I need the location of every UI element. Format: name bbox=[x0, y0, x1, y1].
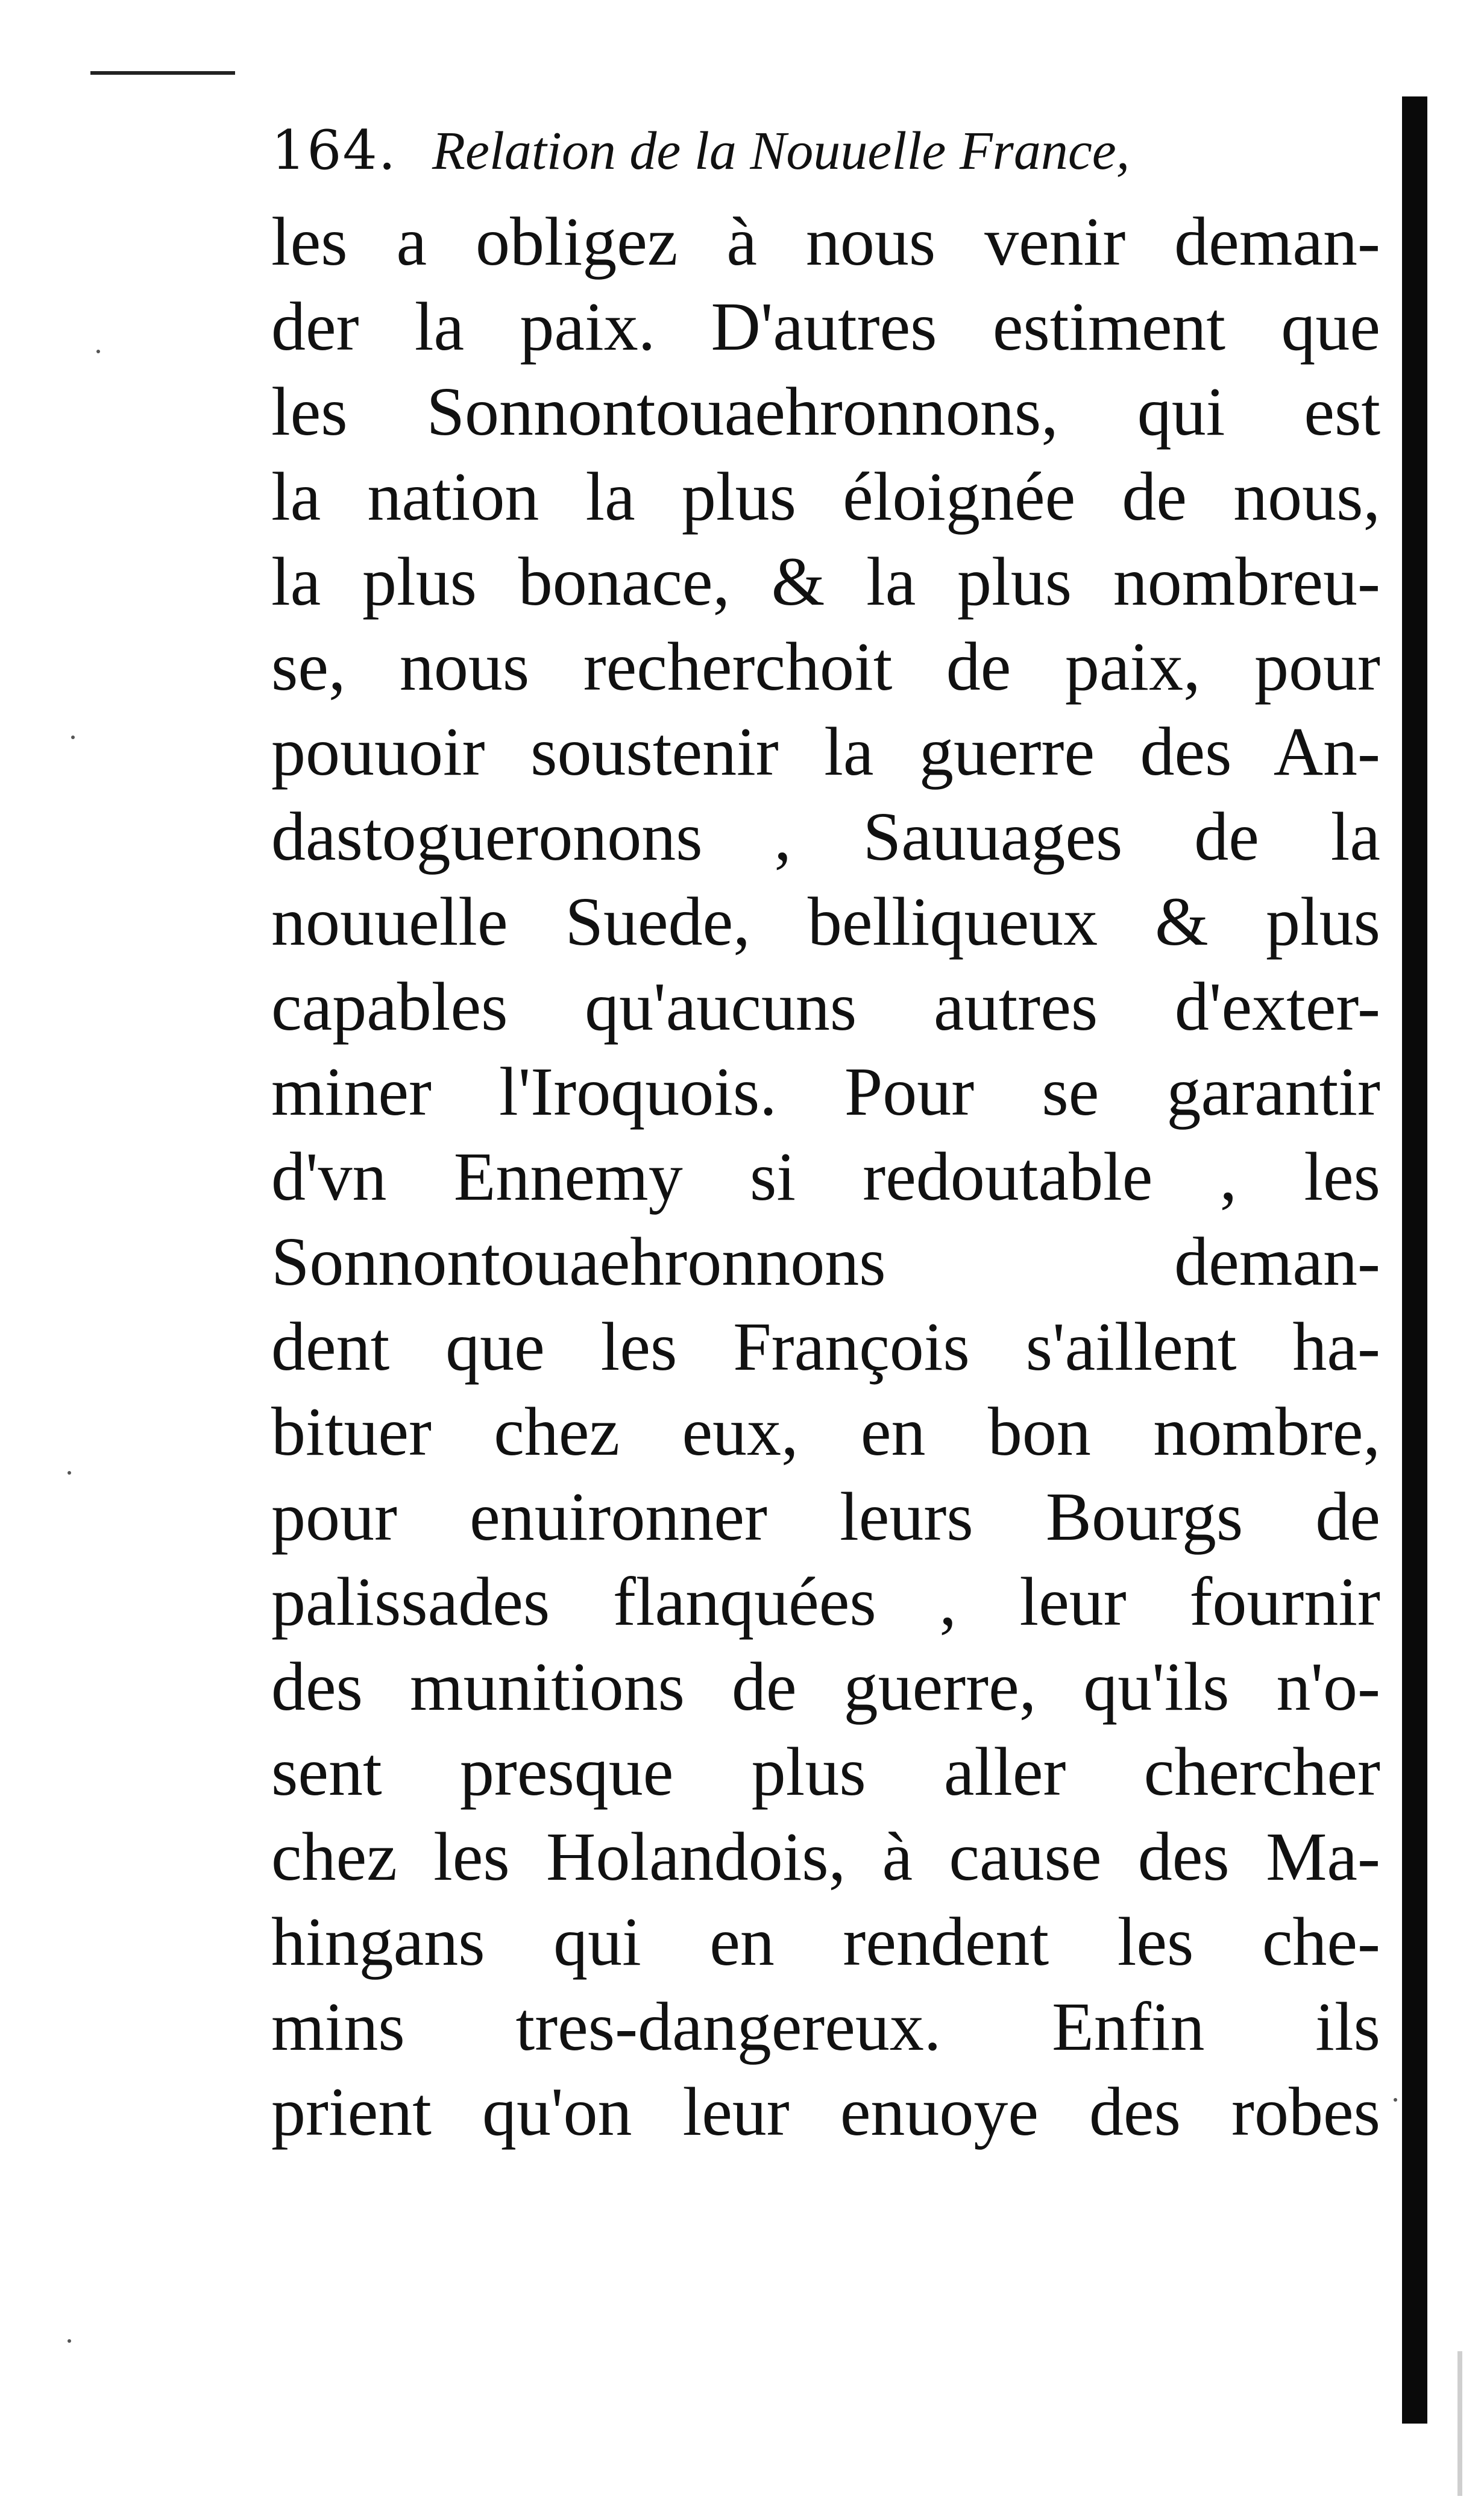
text-line: des munitions de guerre, qu'ils n'o- bbox=[271, 1648, 1380, 1725]
text-line: sent presque plus aller chercher bbox=[271, 1733, 1380, 1810]
text-line: chez les Holandois, à cause des Ma- bbox=[271, 1818, 1380, 1895]
scan-speck bbox=[1394, 2098, 1397, 2102]
text-line: les a obligez à nous venir deman- bbox=[271, 203, 1380, 280]
scan-speck bbox=[71, 736, 75, 739]
text-line: dastogueronons , Sauuages de la bbox=[271, 798, 1380, 875]
page-number: 164. bbox=[271, 119, 397, 182]
text-line: bituer chez eux, en bon nombre, bbox=[271, 1393, 1380, 1470]
text-line: la plus bonace, & la plus nombreu- bbox=[271, 543, 1380, 620]
text-line: palissades flanquées , leur fournir bbox=[271, 1563, 1380, 1640]
text-line: les Sonnontouaehronnons, qui est bbox=[271, 373, 1380, 450]
scan-speck bbox=[68, 2339, 71, 2343]
text-line: dent que les François s'aillent ha- bbox=[271, 1308, 1380, 1385]
scan-speck bbox=[68, 1471, 71, 1475]
gutter-edge bbox=[1457, 2351, 1462, 2496]
page-header bbox=[271, 115, 1356, 187]
text-line: mins tres-dangereux. Enfin ils bbox=[271, 1988, 1380, 2065]
running-title: Relation de la Nouuelle France, bbox=[432, 121, 1130, 181]
text-line: prient qu'on leur enuoye des robes bbox=[271, 2073, 1380, 2150]
top-rule bbox=[90, 71, 235, 75]
text-line: pouuoir soustenir la guerre des An- bbox=[271, 713, 1380, 790]
text-line: Sonnontouaehronnons deman- bbox=[271, 1223, 1380, 1300]
text-line: miner l'Iroquois. Pour se garantir bbox=[271, 1053, 1380, 1130]
text-line: d'vn Ennemy si redoutable , les bbox=[271, 1138, 1380, 1215]
text-line: la nation la plus éloignée de nous, bbox=[271, 458, 1380, 535]
text-line: nouuelle Suede, belliqueux & plus bbox=[271, 883, 1380, 960]
text-line: der la paix. D'autres estiment que bbox=[271, 288, 1380, 365]
text-line: hingans qui en rendent les che- bbox=[271, 1903, 1380, 1980]
scan-speck bbox=[96, 350, 100, 353]
page-edge-bar bbox=[1402, 96, 1427, 2424]
text-line: capables qu'aucuns autres d'exter- bbox=[271, 968, 1380, 1045]
body-text bbox=[271, 199, 1380, 2249]
text-line: se, nous recherchoit de paix, pour bbox=[271, 628, 1380, 705]
text-line: pour enuironner leurs Bourgs de bbox=[271, 1478, 1380, 1555]
